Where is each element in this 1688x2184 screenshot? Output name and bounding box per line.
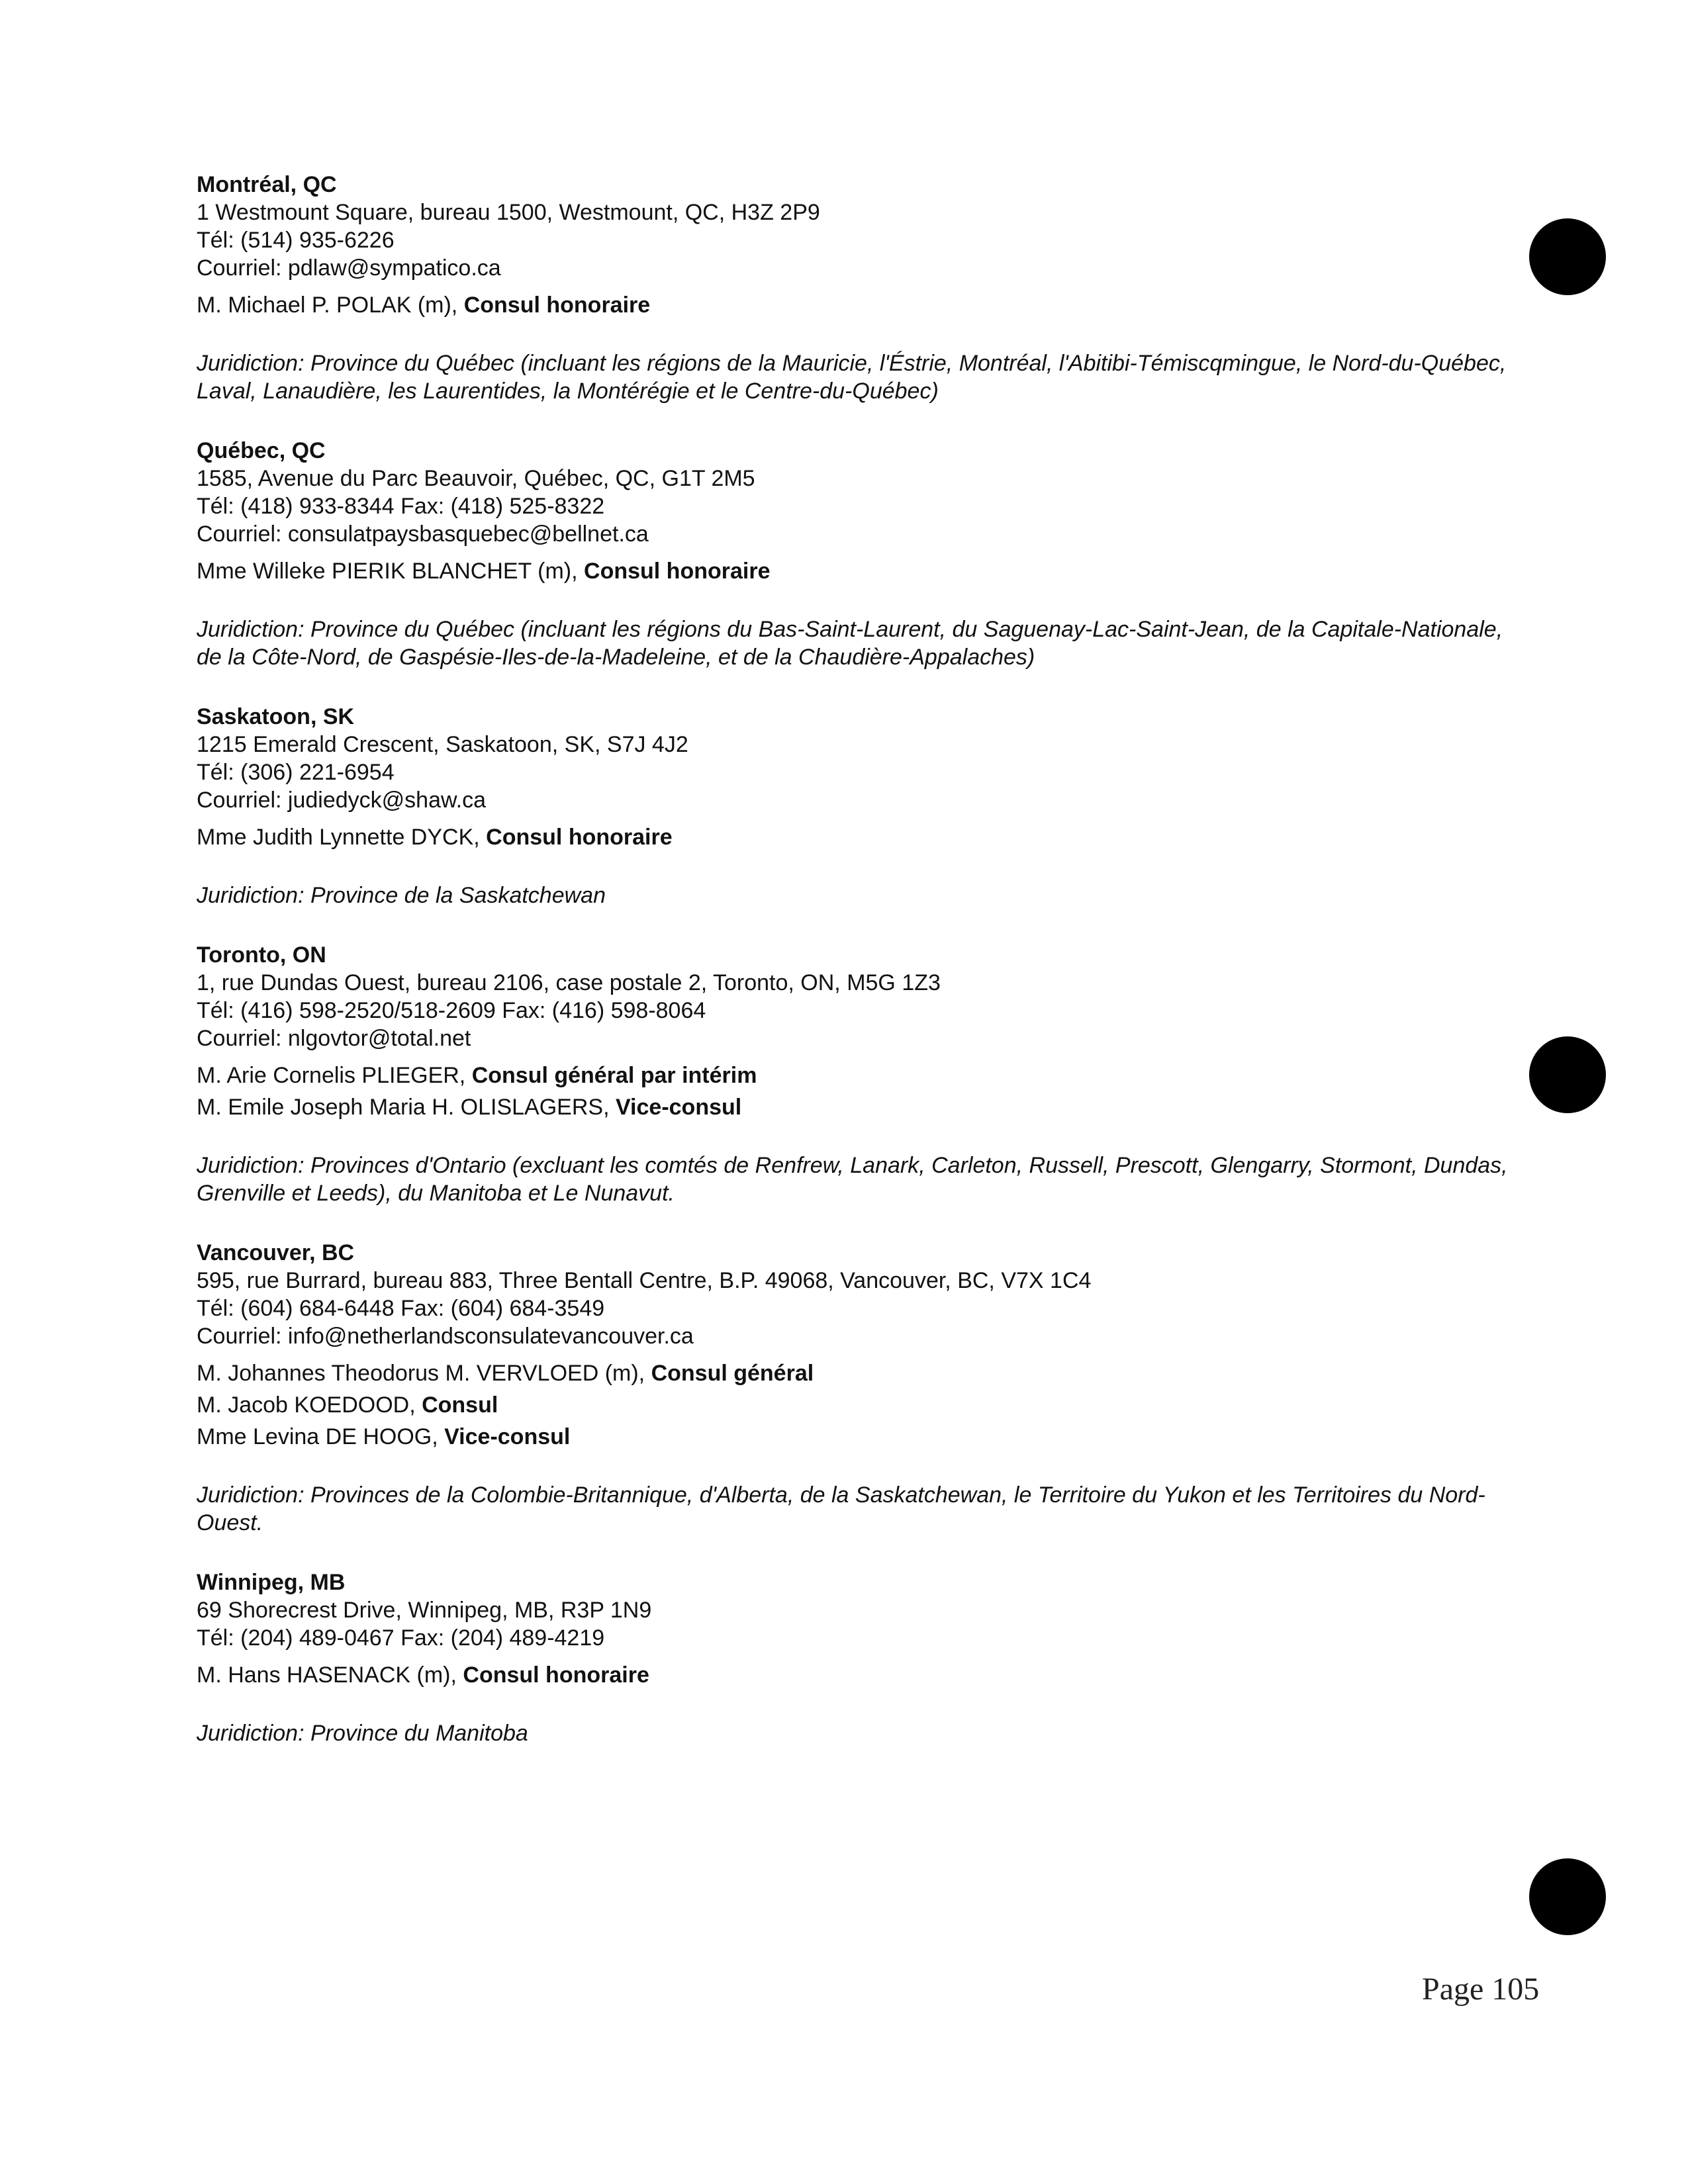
- address-line: 1 Westmount Square, bureau 1500, Westmount, QC, H3Z 2P9: [197, 200, 820, 225]
- person-title: Consul général par intérim: [471, 1063, 757, 1088]
- entry-toronto: [197, 941, 1527, 1207]
- person-entry: [197, 1359, 1527, 1387]
- email-line: Courriel: nlgovtor@total.net: [197, 1026, 471, 1051]
- person-title: Vice-consul: [615, 1095, 742, 1120]
- person-name: Mme Levina DE HOOG,: [197, 1424, 445, 1449]
- phone-line: Tél: (204) 489-0467 Fax: (204) 489-4219: [197, 1625, 605, 1651]
- entry-winnipeg: [197, 1569, 1527, 1747]
- person-entry: [197, 1093, 1527, 1121]
- entry-vancouver: [197, 1239, 1527, 1537]
- person-name: M. Arie Cornelis PLIEGER,: [197, 1063, 472, 1088]
- person-title: Vice-consul: [444, 1424, 571, 1449]
- city-heading: Winnipeg, MB: [197, 1570, 346, 1595]
- person-title: Consul honoraire: [463, 1662, 649, 1688]
- city-heading: Toronto, ON: [197, 942, 326, 968]
- person-title: Consul honoraire: [486, 825, 673, 850]
- email-line: Courriel: pdlaw@sympatico.ca: [197, 255, 501, 281]
- email-line: Courriel: info@netherlandsconsulatevancouver.ca: [197, 1324, 694, 1349]
- persons-list: [197, 1359, 1527, 1451]
- city-heading: Montréal, QC: [197, 172, 337, 197]
- person-name: M. Emile Joseph Maria H. OLISLAGERS,: [197, 1095, 616, 1120]
- address-line: 1215 Emerald Crescent, Saskatoon, SK, S7J 4J2: [197, 732, 688, 757]
- city-heading: Saskatoon, SK: [197, 704, 355, 729]
- jurisdiction-text: Juridiction: Province du Québec (incluant les régions du Bas-Saint-Laurent, du Saguenay-Lac-Saint-Jean, de la Capitale-Nationale, de la Côte-Nord, de Gaspésie-Iles-de-la-Madeleine, et de la Chaudière-Appalaches): [197, 617, 1503, 670]
- phone-line: Tél: (604) 684-6448 Fax: (604) 684-3549: [197, 1296, 605, 1321]
- phone-line: Tél: (416) 598-2520/518-2609 Fax: (416) 598-8064: [197, 998, 706, 1023]
- persons-list: [197, 823, 1527, 851]
- persons-list: [197, 1062, 1527, 1121]
- person-entry: [197, 291, 1527, 319]
- person-name: Mme Willeke PIERIK BLANCHET (m),: [197, 559, 585, 584]
- persons-list: [197, 1661, 1527, 1689]
- consulate-list: [197, 171, 1527, 1779]
- jurisdiction-text: Juridiction: Province de la Saskatchewan: [197, 883, 606, 908]
- address-line: 1585, Avenue du Parc Beauvoir, Québec, QC, G1T 2M5: [197, 466, 755, 491]
- persons-list: [197, 557, 1527, 585]
- person-name: M. Hans HASENACK (m),: [197, 1662, 463, 1688]
- jurisdiction-text: Juridiction: Province du Québec (incluant les régions de la Mauricie, l'Éstrie, Montréal, l'Abitibi-Témiscqmingue, le Nord-du-Québec, Laval, Lanaudière, les Laurentides, la Montérégie et le Centre-du-Québec): [197, 351, 1507, 404]
- city-heading: Québec, QC: [197, 438, 326, 463]
- email-line: Courriel: consulatpaysbasquebec@bellnet.ca: [197, 522, 649, 547]
- person-title: Consul général: [651, 1361, 814, 1386]
- jurisdiction-text: Juridiction: Provinces de la Colombie-Britannique, d'Alberta, de la Saskatchewan, le Territoire du Yukon et les Territoires du Nord-Ouest.: [197, 1482, 1485, 1535]
- person-name: Mme Judith Lynnette DYCK,: [197, 825, 487, 850]
- page-number: Page 105: [1422, 1972, 1540, 2007]
- hole-punch-top: [1529, 218, 1606, 295]
- person-entry: [197, 1391, 1527, 1419]
- entry-montreal: [197, 171, 1527, 405]
- person-name: M. Jacob KOEDOOD,: [197, 1392, 422, 1418]
- phone-line: Tél: (514) 935-6226: [197, 228, 395, 253]
- person-entry: [197, 1423, 1527, 1451]
- city-heading: Vancouver, BC: [197, 1240, 355, 1265]
- entry-saskatoon: [197, 703, 1527, 909]
- hole-punch-middle: [1529, 1036, 1606, 1113]
- person-name: M. Michael P. POLAK (m),: [197, 293, 464, 318]
- entry-quebec: [197, 437, 1527, 671]
- address-line: 69 Shorecrest Drive, Winnipeg, MB, R3P 1N9: [197, 1598, 652, 1623]
- phone-line: Tél: (418) 933-8344 Fax: (418) 525-8322: [197, 494, 605, 519]
- person-entry: [197, 557, 1527, 585]
- jurisdiction-text: Juridiction: Provinces d'Ontario (excluant les comtés de Renfrew, Lanark, Carleton, Russell, Prescott, Glengarry, Stormont, Dundas, Grenville et Leeds), du Manitoba et Le Nunavut.: [197, 1153, 1508, 1206]
- email-line: Courriel: judiedyck@shaw.ca: [197, 788, 487, 813]
- address-line: 595, rue Burrard, bureau 883, Three Bentall Centre, B.P. 49068, Vancouver, BC, V7X 1C4: [197, 1268, 1092, 1293]
- person-title: Consul honoraire: [463, 293, 651, 318]
- person-entry: [197, 1062, 1527, 1089]
- persons-list: [197, 291, 1527, 319]
- phone-line: Tél: (306) 221-6954: [197, 760, 395, 785]
- jurisdiction-text: Juridiction: Province du Manitoba: [197, 1721, 528, 1746]
- hole-punch-bottom: [1529, 1858, 1606, 1935]
- person-title: Consul: [422, 1392, 498, 1418]
- person-entry: [197, 823, 1527, 851]
- person-title: Consul honoraire: [584, 559, 771, 584]
- person-entry: [197, 1661, 1527, 1689]
- person-name: M. Johannes Theodorus M. VERVLOED (m),: [197, 1361, 651, 1386]
- address-line: 1, rue Dundas Ouest, bureau 2106, case postale 2, Toronto, ON, M5G 1Z3: [197, 970, 941, 995]
